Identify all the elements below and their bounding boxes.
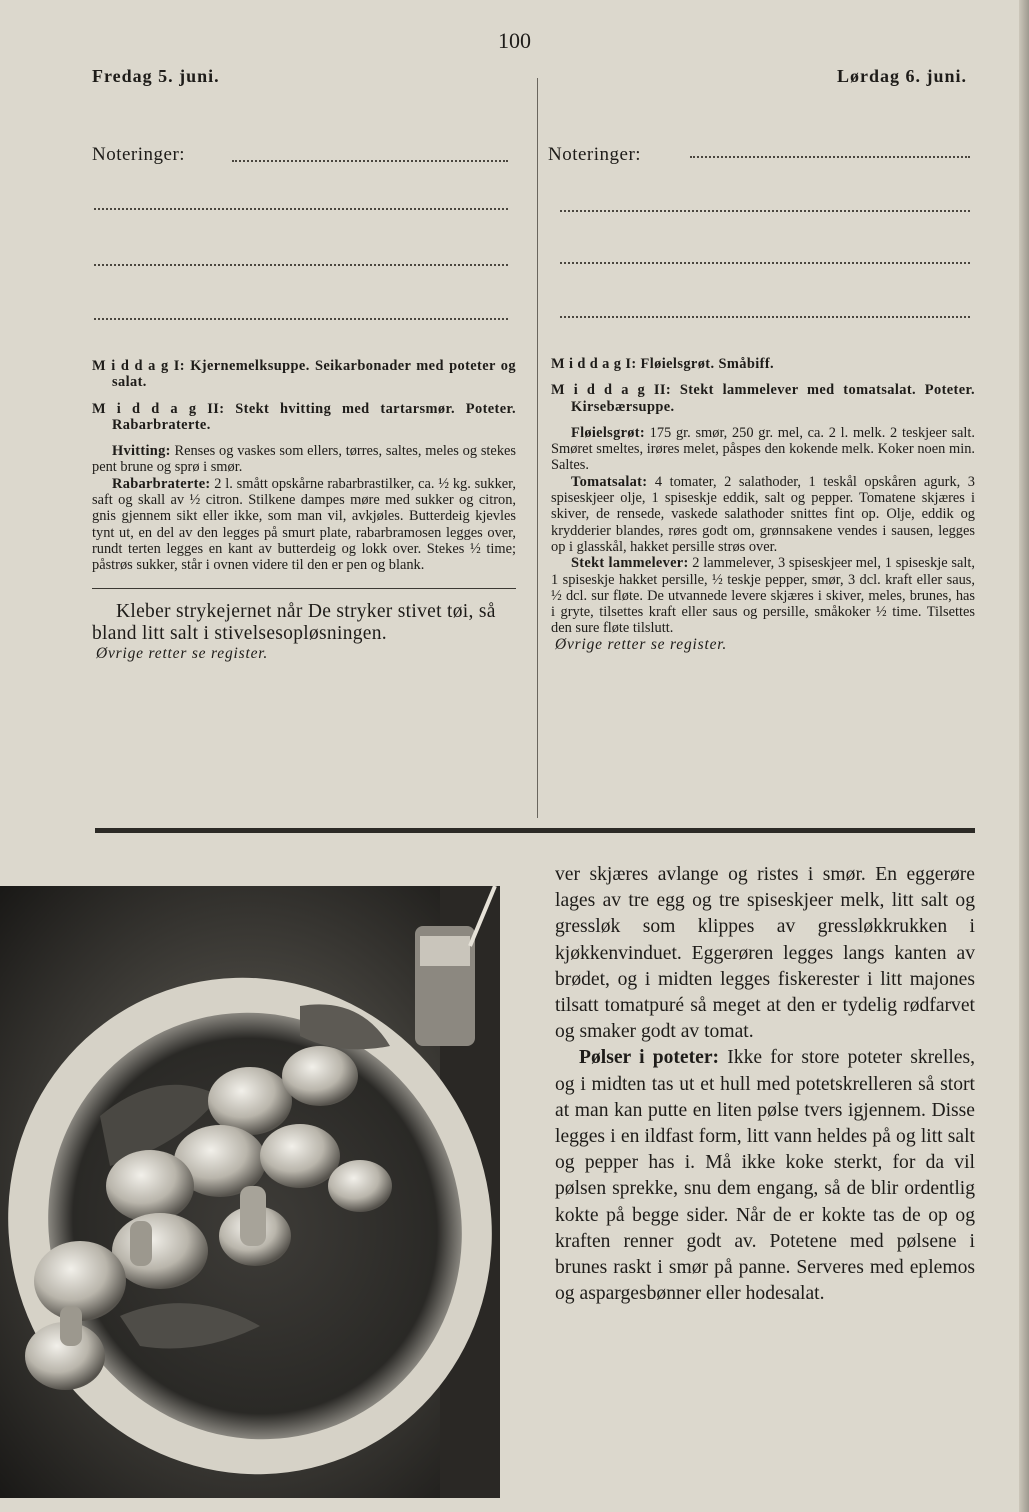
recipe-title: Fløielsgrøt: <box>571 424 645 441</box>
recipe-title: Hvitting: <box>112 443 171 460</box>
dinner-menu-1: M i d d a g I: Kjernemelksuppe. Seikarbonader med poteter og salat. <box>92 358 516 391</box>
notes-line <box>94 208 508 210</box>
dinner-menu-2: M i d d a g II: Stekt lammelever med tomatsalat. Poteter. Kirsebærsuppe. <box>551 382 975 415</box>
notes-line <box>560 210 970 212</box>
column-divider <box>537 78 538 818</box>
recipe-body: Renses og vaskes som ellers, tørres, saltes, meles og stekes pent brune og sprø i smør. <box>92 443 516 476</box>
recipe-body: 4 tomater, 2 salathoder, 1 teskål opskåren agurk, 3 spiseskjeer olje, 1 spiseskje eddik, salt og pepper. Tomatene skjæres i skiver, de rensede, vaskede salathoder snittes fint op. Olje, eddik og krydderier blandes, røres godt om, grønnsakene vendes i sausen, legges op i glasskål, hakket persille strøs over. <box>551 473 975 555</box>
friday-column <box>92 358 516 662</box>
notes-line <box>94 318 508 320</box>
other-dishes-note: Øvrige retter se register. <box>555 635 728 653</box>
recipe-body: 2 lammelever, 3 spiseskjeer mel, 1 spiseskje salt, 1 spiseskje hakket persille, ½ teskje pepper, smør, 3 dcl. kraft eller saus, ½ dcl. sur fløte. De utvannede levere skjæres i skiver, meles, brunes, has i gryte, tilsettes kraft eller saus og persille, småkoker ½ time. Tilsettes den sure fløte tilslutt. <box>551 555 975 637</box>
recipe-polser-i-poteter <box>555 1045 975 1307</box>
notes-line <box>560 316 970 318</box>
continued-paragraph: ver skjæres avlange og ristes i smør. En eggerøre lages av tre egg og tre spiseskjeer melk, litt salt og gressløk som klippes av gressløkkrukken i kjøkkenvinduet. Eggerøren legges langs kanten av brødet, og i midten legges fiskerester i litt majones tilsatt tomatpuré så meget at den er tydelig rødfarvet og smaker godt av tomat. <box>555 864 975 1043</box>
recipe-body: 2 l. smått opskårne rabarbrastilker, ca. ½ kg. sukker, saft og skall av ½ citron. Stilkene dampes møre med sukker og citron, gnis gjennem sikt eller ikke, som man vil, avkjøles. Butterdeig kjevles tynt ut, en del av den legges på smurt plate, rabarbramosen legges over, rundt terten legges en kant av butterdeig og lokk over. Stekes ½ time; påstrøs sukker, står i ovnen videre til den er pen og blank. <box>92 475 516 574</box>
recipe-title: Stekt lammelever: <box>571 555 689 572</box>
day-heading-saturday: Lørdag 6. juni. <box>836 66 967 86</box>
recipe-body: Ikke for store poteter skrelles, og i midten tas ut et hull med potetskrelleren så stort at man kan putte en liten pølse tvers igjennem. Disse legges i en ildfast form, litt vann heldes på og litt salt og pepper has i. Må ikke koke sterkt, for da vil pølsen sprekke, snu dem engang, så de blir ordentlig kokte på begge sider. Når de er kokte tas de op og kraften renner godt av. Potetene med pølsene i brunes raskt i smør på panne. Serveres med eplemos og aspargesbønner eller hodesalat. <box>555 1047 975 1305</box>
recipe-title: Rabarbraterte: <box>112 475 211 492</box>
saturday-column <box>551 356 975 653</box>
recipe-title: Tomatsalat: <box>571 473 648 490</box>
recipe-lammelever <box>551 555 975 636</box>
recipe-body: 175 gr. smør, 250 gr. mel, ca. 2 l. melk. 2 teskjeer salt. Smøret smeltes, irøres melet, påspes den kokende melk. Koker noen min. Saltes. <box>551 424 975 474</box>
page-number: 100 <box>498 28 531 53</box>
horizontal-rule <box>95 828 975 833</box>
notes-line <box>560 262 970 264</box>
household-tip: Kleber strykejernet når De stryker stivet tøi, så bland litt salt i stivelsesopløsningen. <box>92 600 496 645</box>
dinner-menu-1: M i d d a g I: Fløielsgrøt. Småbiff. <box>551 356 775 372</box>
recipe-hvitting <box>92 443 516 476</box>
separator <box>92 588 516 589</box>
notes-label-left: Noteringer: <box>92 144 186 165</box>
food-photo <box>0 886 500 1498</box>
page-edge <box>1019 0 1029 1512</box>
recipe-floielsgrot <box>551 425 975 474</box>
lower-text-column <box>555 862 975 1307</box>
notes-label-right: Noteringer: <box>548 144 642 165</box>
recipe-tomatsalat <box>551 474 975 555</box>
other-dishes-note: Øvrige retter se register. <box>96 644 269 662</box>
notes-line <box>94 264 508 266</box>
dinner-menu-2: M i d d a g II: Stekt hvitting med tartarsmør. Poteter. Rabarbraterte. <box>92 400 516 433</box>
notes-line <box>232 160 508 162</box>
recipe-rabarbraterte <box>92 476 516 574</box>
day-heading-friday: Fredag 5. juni. <box>92 66 220 86</box>
notes-line <box>690 156 970 158</box>
recipe-title: Pølser i poteter: <box>579 1047 720 1069</box>
